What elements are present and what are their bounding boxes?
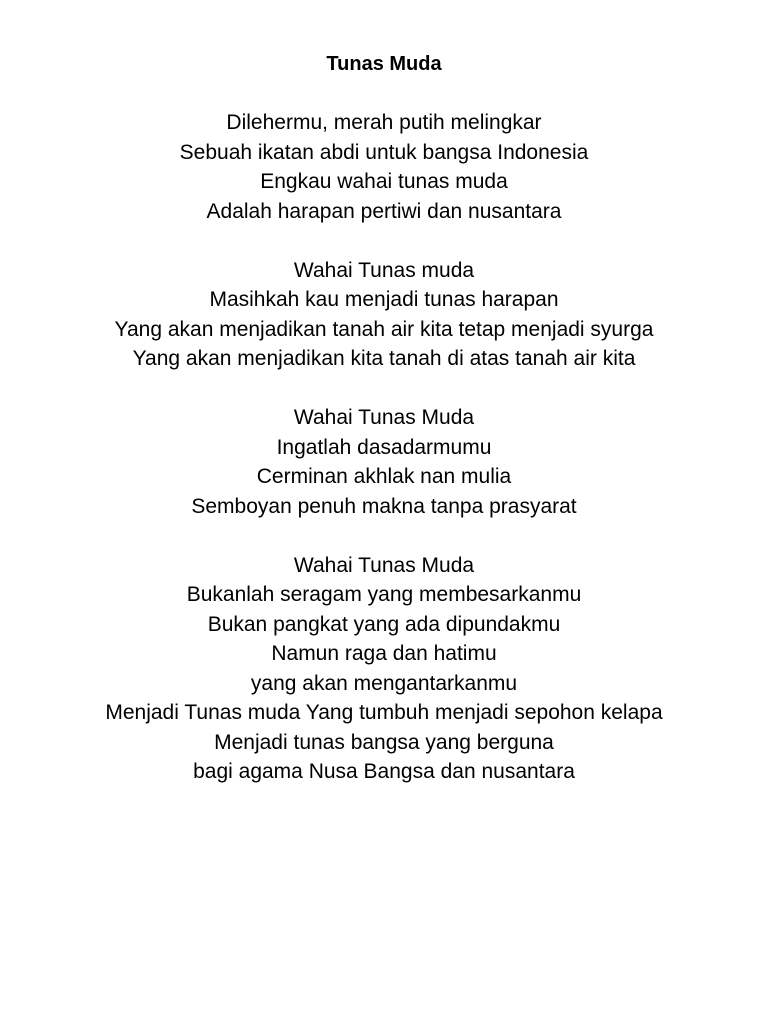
poem-line: Yang akan menjadikan tanah air kita tetap menjadi syurga — [114, 317, 654, 341]
poem-body — [0, 108, 768, 816]
poem-line: Cerminan akhlak nan mulia — [256, 465, 512, 488]
poem-line: Sebuah ikatan abdi untuk bangsa Indonesia — [179, 140, 589, 164]
stanza-3 — [0, 403, 768, 521]
poem-line: Ingatlah dasadarmumu — [276, 435, 492, 459]
poem-line: Engkau wahai tunas muda — [260, 170, 508, 193]
poem-line: Wahai Tunas muda — [293, 258, 475, 282]
poem-line: yang akan mengantarkanmu — [250, 671, 518, 695]
poem-line: Dilehermu, merah putih melingkar — [226, 111, 542, 134]
poem-line: Masihkah kau menjadi tunas harapan — [209, 288, 559, 311]
poem-line: bagi agama Nusa Bangsa dan nusantara — [193, 760, 575, 783]
poem-line: Semboyan penuh makna tanpa prasyarat — [191, 494, 577, 518]
poem-line: Adalah harapan pertiwi dan nusantara — [206, 199, 562, 223]
poem-title: Tunas Muda — [326, 53, 442, 75]
poem-line: Menjadi Tunas muda Yang tumbuh menjadi sepohon kelapa — [105, 701, 663, 724]
poem-line: Wahai Tunas Muda — [293, 406, 475, 429]
poem-line: Yang akan menjadikan kita tanah di atas tanah air kita — [132, 347, 636, 370]
poem-line: Wahai Tunas Muda — [293, 553, 475, 577]
poem-line: Bukanlah seragam yang membesarkanmu — [186, 583, 582, 606]
poem-line: Namun raga dan hatimu — [271, 642, 497, 665]
stanza-4 — [0, 551, 768, 787]
stanza-2 — [0, 256, 768, 374]
stanza-1 — [0, 108, 768, 226]
poem-line: Bukan pangkat yang ada dipundakmu — [207, 612, 561, 636]
poem-line: Menjadi tunas bangsa yang berguna — [214, 730, 554, 754]
